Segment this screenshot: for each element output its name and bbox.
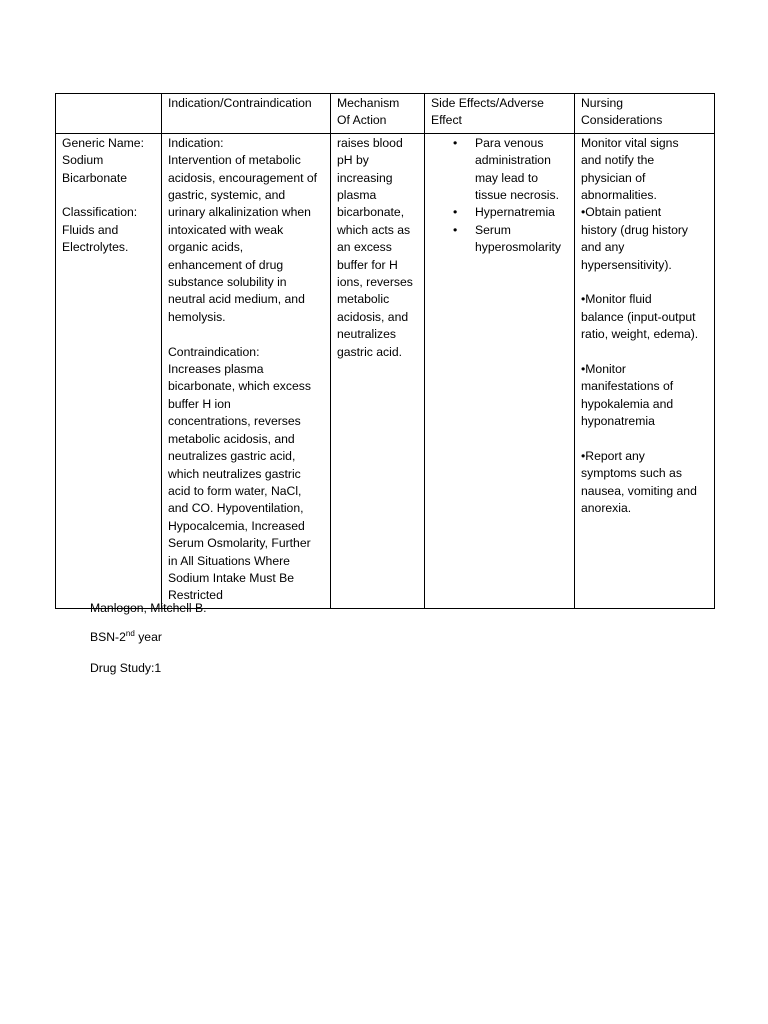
list-item: • Para venous administration may lead to tissue necrosis. xyxy=(431,135,569,205)
course-prefix: BSN-2 xyxy=(90,630,126,644)
student-name: Manlogon, Mitchell B. xyxy=(90,601,207,615)
course-ordinal-suffix: nd xyxy=(125,628,135,638)
list-item: • Hypernatremia xyxy=(431,204,569,221)
classification-value: Fluids and Electrolytes. xyxy=(62,222,129,255)
mechanism-cell xyxy=(331,133,425,608)
header-cell-blank xyxy=(56,94,162,134)
list-item: • Serum hyperosmolarity xyxy=(431,222,569,257)
nursing-considerations-cell xyxy=(575,133,715,608)
course-year xyxy=(90,629,162,646)
nursing-item: •Monitor fluid balance (input-output ratio, weight, edema). xyxy=(581,292,699,342)
drug-study-number: Drug Study:1 xyxy=(90,661,162,675)
contraindication-label: Contraindication: xyxy=(168,344,260,359)
contraindication-text: Increases plasma bicarbonate, which excess buffer H ion concentrations, reverses metabolic acidosis, and neutralizes gastric acid, which neutralizes gastric acid to form water, NaCl, and CO. Hypoventilation, Hypocalcemia, Increased Serum Osmolarity, Further in All Situations Where Sodium Intake Must Be Restricted xyxy=(168,362,311,603)
nursing-item: •Report any symptoms such as nausea, vomiting and anorexia. xyxy=(581,449,697,516)
nursing-item: Monitor vital signs and notify the physician of abnormalities. xyxy=(581,135,679,203)
table-row xyxy=(56,133,715,608)
side-effects-list xyxy=(431,135,569,257)
indication-cell xyxy=(162,133,331,608)
classification-label: Classification: xyxy=(62,205,138,220)
header-nursing-considerations: Nursing Considerations xyxy=(575,94,715,134)
indication-text: Intervention of metabolic acidosis, encouragement of gastric, systemic, and urinary alkalinization when intoxicated with weak organic acids, enhancement of drug substance solubility in neutral acid medium, and hemolysis. xyxy=(168,153,318,324)
drug-study-table xyxy=(55,93,715,609)
generic-name-label: Generic Name: xyxy=(62,135,144,150)
course-suffix: year xyxy=(134,630,162,644)
header-side-effects: Side Effects/Adverse Effect xyxy=(425,94,575,134)
table-header-row xyxy=(56,94,715,134)
nursing-item: •Monitor manifestations of hypokalemia and hyponatremia xyxy=(581,362,674,429)
header-mechanism-of-action: Mechanism Of Action xyxy=(331,94,425,134)
nursing-item: •Obtain patient history (drug history and any hypersensitivity). xyxy=(581,205,689,272)
side-effects-cell xyxy=(425,133,575,608)
drug-info-cell xyxy=(56,133,162,608)
generic-name-value: Sodium Bicarbonate xyxy=(62,153,128,185)
mechanism-text: raises blood pH by increasing plasma bicarbonate, which acts as an excess buffer for H ions, reverses metabolic acidosis, and neutralizes gastric acid. xyxy=(337,135,413,359)
indication-label: Indication: xyxy=(168,135,224,150)
header-indication-contraindication: Indication/Contraindication xyxy=(162,94,331,134)
